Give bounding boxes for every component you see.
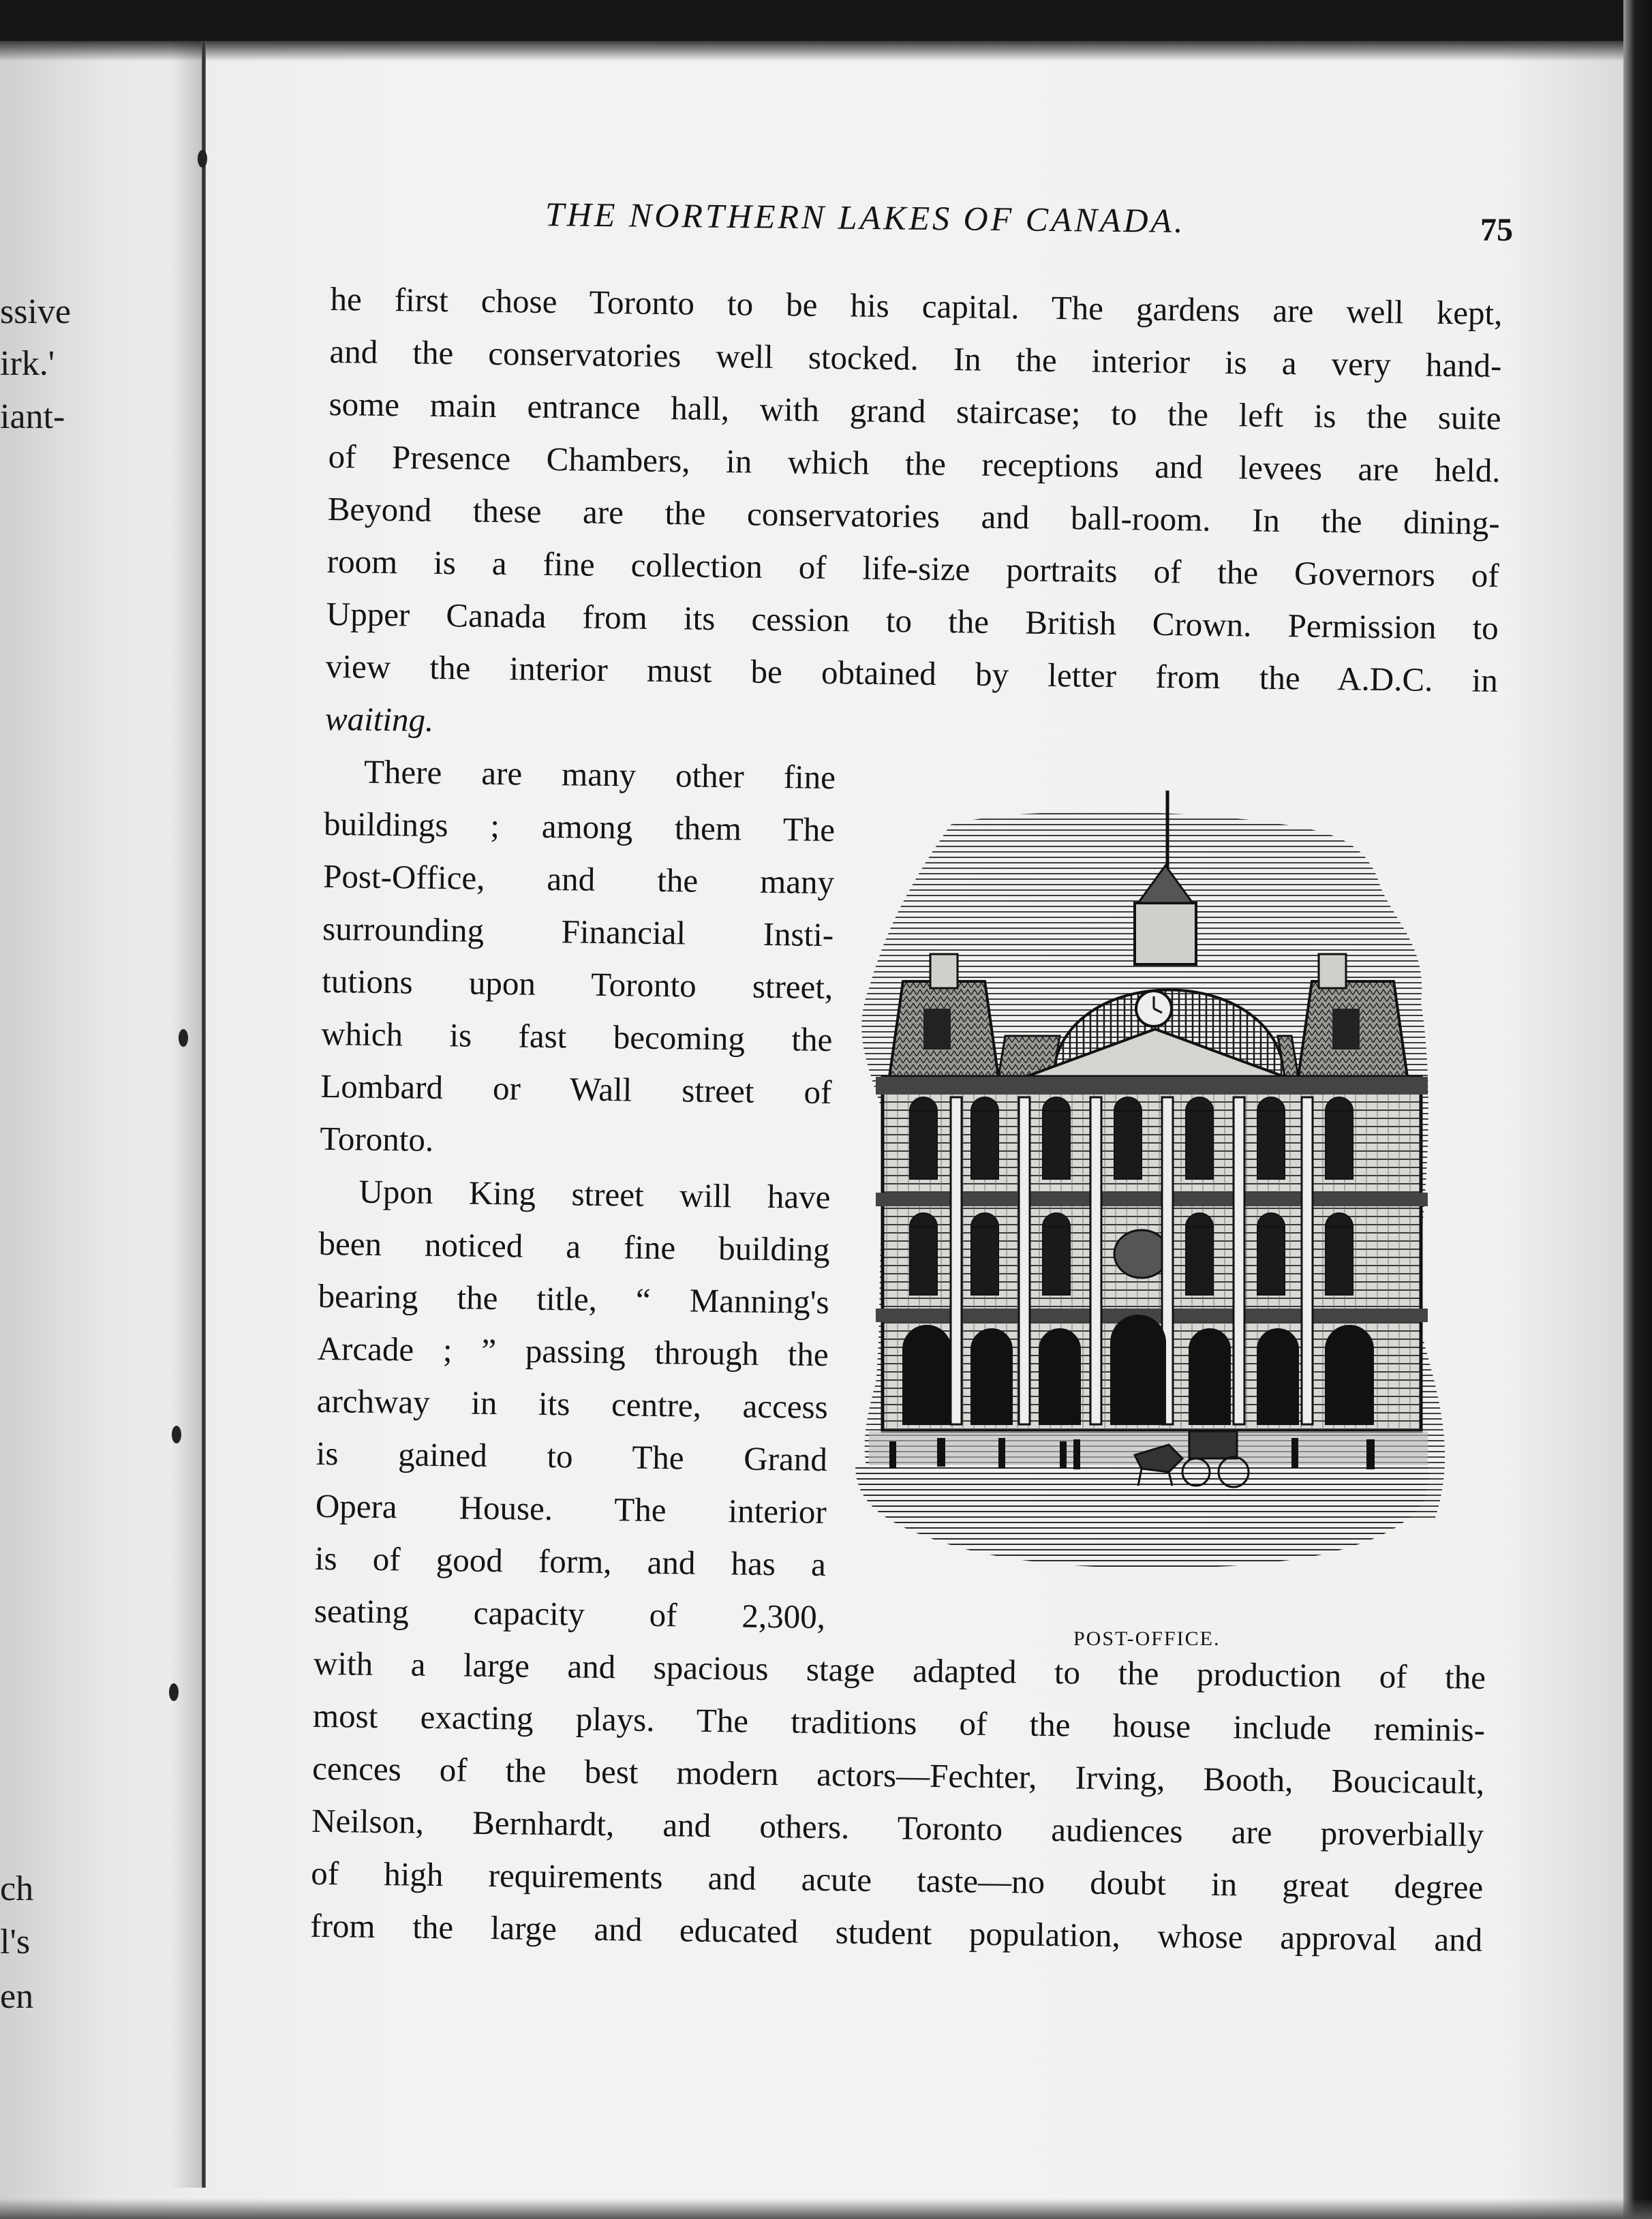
text-line: is of good form, and has a xyxy=(314,1539,827,1584)
scan-right-edge xyxy=(1623,0,1652,2219)
left-fragment: ch xyxy=(0,1869,34,1908)
text-line: Neilson, Bernhardt, and others. Toronto audiences are proverbially xyxy=(311,1801,1484,1854)
text-line: archway in its centre, access xyxy=(316,1381,829,1426)
text-line: bearing the title, “ Manning's xyxy=(318,1276,829,1321)
paragraph-bottom xyxy=(310,1637,1486,1966)
text-line: There are many other fine xyxy=(363,752,836,797)
scan-top-edge xyxy=(0,0,1652,41)
text-line: of high requirements and acute taste—no doubt in great degree xyxy=(310,1854,1484,1906)
text-line: Opera House. The interior xyxy=(315,1486,827,1531)
text-line: Beyond these are the conservatories and ball-room. In the dining- xyxy=(327,489,1500,542)
left-fragment: ssive xyxy=(0,292,71,331)
text-line: and the conservatories well stocked. In the interior is a very hand- xyxy=(329,332,1502,385)
text-line: some main entrance hall, with grand staircase; to the left is the suite xyxy=(328,384,1501,437)
book-gutter xyxy=(202,41,206,2188)
text-line: most exacting plays. The traditions of the house include reminis- xyxy=(312,1696,1486,1749)
text-line: Arcade ; ” passing through the xyxy=(317,1329,829,1374)
running-head: THE NORTHERN LAKES OF CANADA. xyxy=(545,195,1186,240)
text-line: seating capacity of 2,300, xyxy=(313,1591,826,1636)
text-line: Upper Canada from its cession to the British Crown. Permission to xyxy=(326,594,1499,647)
post-office-engraving xyxy=(848,784,1448,1622)
left-fragment: iant- xyxy=(0,397,65,436)
scan-bottom-edge xyxy=(0,2199,1652,2219)
binding-thread-knot xyxy=(179,1029,188,1047)
text-line: tutions upon Toronto street, xyxy=(321,962,833,1007)
left-fragment: l's xyxy=(0,1923,31,1961)
binding-thread-knot xyxy=(198,150,207,168)
page-header xyxy=(545,195,1513,252)
gutter-shadow xyxy=(170,41,202,2188)
figure-caption: POST-OFFICE. xyxy=(1073,1627,1221,1650)
text-line: room is a fine collection of life-size portraits of the Governors of xyxy=(326,542,1500,594)
text-line: from the large and educated student population, whose approval and xyxy=(310,1906,1483,1959)
text-line: buildings ; among them The xyxy=(323,804,836,849)
text-line: with a large and spacious stage adapted to the production of the xyxy=(313,1644,1486,1696)
text-line: waiting. xyxy=(324,699,434,739)
scan-top-shadow xyxy=(0,41,1652,61)
text-line: Upon King street will have xyxy=(358,1172,831,1216)
text-line: been noticed a fine building xyxy=(318,1224,830,1269)
text-line: is gained to The Grand xyxy=(316,1434,828,1479)
text-line: view the interior must be obtained by letter from the A.D.C. in xyxy=(325,647,1499,699)
left-fragment: en xyxy=(0,1977,34,2016)
binding-thread-knot xyxy=(172,1426,181,1443)
text-line: which is fast becoming the xyxy=(321,1014,833,1059)
binding-thread-knot xyxy=(169,1683,179,1701)
text-line: Post-Office, and the many xyxy=(322,857,835,902)
paragraph-top xyxy=(325,273,1503,759)
text-line: of Presence Chambers, in which the receptions and levees are held. xyxy=(328,437,1501,489)
left-fragment: irk.' xyxy=(0,344,55,383)
text-line: Toronto. xyxy=(320,1119,434,1159)
text-line: surrounding Financial Insti- xyxy=(322,909,834,954)
text-line: cences of the best modern actors—Fechter, Irving, Booth, Boucicault, xyxy=(311,1749,1485,1801)
page-number: 75 xyxy=(1480,212,1513,248)
text-line: Lombard or Wall street of xyxy=(320,1067,832,1112)
left-page-fragments xyxy=(0,0,89,2219)
text-line: he first chose Toronto to be his capital. The gardens are well kept, xyxy=(330,279,1503,333)
